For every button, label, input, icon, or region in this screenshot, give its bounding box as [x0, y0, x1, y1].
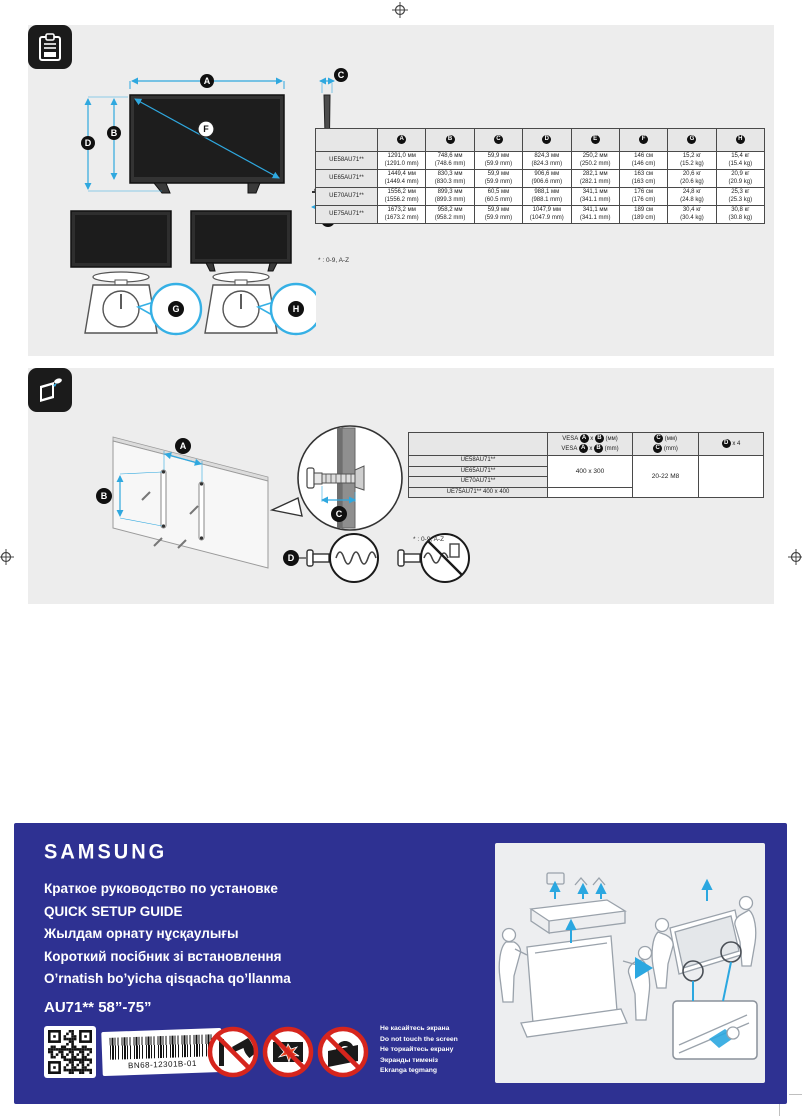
dim-col-header-C	[474, 129, 522, 152]
badge-B: B	[595, 434, 604, 443]
dim-value-cell: 24,8 кг (24.8 kg)	[668, 188, 716, 206]
dim-value-cell: 146 см (146 cm)	[619, 152, 667, 170]
screw-qty-header: D x 4	[699, 433, 764, 456]
badge-D: D	[542, 135, 551, 144]
dim-col-header-F	[619, 129, 667, 152]
dim-value-cell: 20,6 кг (20.6 kg)	[668, 170, 716, 188]
crop-mark-horizontal	[789, 1094, 802, 1095]
dim-value-cell: 59,9 мм (59.9 mm)	[474, 170, 522, 188]
svg-text:H: H	[292, 304, 300, 314]
guide-titles	[44, 878, 291, 991]
registration-mark-left	[0, 549, 14, 565]
warning-icons-row	[206, 1025, 370, 1079]
svg-text:D: D	[84, 138, 92, 148]
vesa-table	[408, 432, 764, 498]
footer-brand-section	[14, 823, 787, 1104]
vesa-empty-cell	[548, 487, 633, 498]
dim-value-cell: 15,4 кг (15.4 kg)	[716, 152, 764, 170]
screw-size-header: C (мм) C (mm)	[633, 433, 699, 456]
dim-value-cell: 15,2 кг (15.2 kg)	[668, 152, 716, 170]
dim-col-header-E	[571, 129, 619, 152]
vesa-size-header: VESA A x B (мм) VESA A x B (mm)	[548, 433, 633, 456]
title-ru: Краткое руководство по установке	[44, 881, 278, 896]
warning-uz: Ekranga tegmang	[380, 1067, 438, 1075]
dim-col-header-B	[426, 129, 474, 152]
model-cell: UE70AU71**	[316, 188, 378, 206]
samsung-logo: SAMSUNG	[44, 840, 168, 864]
svg-text:A: A	[179, 441, 187, 451]
svg-text:D: D	[287, 553, 295, 563]
dim-value-cell: 748,6 мм (748.6 mm)	[426, 152, 474, 170]
badge-C: C	[653, 444, 662, 453]
scale-with-stand	[191, 211, 316, 334]
badge-A: A	[580, 434, 589, 443]
badge-C: C	[654, 434, 663, 443]
dim-header-row	[316, 129, 765, 152]
model-cell: UE70AU71**	[409, 477, 548, 488]
dim-value-cell: 824,3 мм (824.3 mm)	[523, 152, 571, 170]
qr-code-pattern	[48, 1030, 92, 1074]
badge-C: C	[494, 135, 503, 144]
dim-value-cell: 988,1 мм (988.1 mm)	[523, 188, 571, 206]
badge-D: D	[722, 439, 731, 448]
no-grip-screen-icon	[316, 1025, 370, 1079]
barcode	[101, 1028, 222, 1076]
badge-B: B	[594, 444, 603, 453]
dim-value-cell: 282,1 мм (282.1 mm)	[571, 170, 619, 188]
dim-row	[316, 170, 765, 188]
badge-A: A	[397, 135, 406, 144]
badge-G: G	[687, 135, 696, 144]
dim-col-header-D	[523, 129, 571, 152]
barcode-label: BN68-12301B-01	[127, 1058, 197, 1070]
dim-value-cell: 341,1 мм (341.1 mm)	[571, 206, 619, 224]
model-cell: UE65AU71**	[409, 466, 548, 477]
wall-mount-icon	[36, 376, 64, 404]
dim-col-header-H	[716, 129, 764, 152]
vesa-value-cell: 400 x 300	[548, 456, 633, 488]
svg-text:A: A	[203, 76, 211, 86]
wall-mount-panel	[28, 368, 774, 604]
dimensions-table	[315, 128, 765, 224]
svg-text:B: B	[110, 128, 118, 138]
dim-value-cell: 1673,2 мм (1673.2 mm)	[378, 206, 426, 224]
badge-F: F	[639, 135, 648, 144]
weighing-scales-diagram	[66, 203, 316, 343]
warning-text-block	[380, 1024, 458, 1077]
dim-value-cell: 1556,2 мм (1556.2 mm)	[378, 188, 426, 206]
screw-with-spring	[307, 534, 378, 582]
dim-row	[316, 152, 765, 170]
dim-value-cell: 906,6 мм (906.6 mm)	[523, 170, 571, 188]
dim-table-corner	[316, 129, 378, 152]
tv-front-view	[130, 95, 284, 193]
dim-value-cell: 1291,0 мм (1291.0 mm)	[378, 152, 426, 170]
crop-mark-vertical	[779, 1103, 780, 1116]
dim-value-cell: 20,9 кг (20.9 kg)	[716, 170, 764, 188]
model-cell: UE75AU71**	[316, 206, 378, 224]
clipboard-icon	[38, 33, 62, 61]
model-cell: UE58AU71**	[409, 456, 548, 467]
dim-value-cell: 1047,9 мм (1047.9 mm)	[523, 206, 571, 224]
dim-value-cell: 59,9 мм (59.9 mm)	[474, 152, 522, 170]
dim-col-header-A	[378, 129, 426, 152]
mount-icon-tile	[28, 368, 72, 412]
dim-value-cell: 250,2 мм (250.2 mm)	[571, 152, 619, 170]
carrying-illustration-panel	[495, 843, 765, 1083]
vesa-header-row	[409, 433, 764, 456]
spec-icon-tile	[28, 25, 72, 69]
warning-uk: Не торкайтесь екрану	[380, 1046, 454, 1054]
warning-ru: Не касайтесь экрана	[380, 1025, 450, 1032]
dim-value-cell: 830,3 мм (830.3 mm)	[426, 170, 474, 188]
registration-mark-top	[392, 2, 408, 18]
no-impact-screen-icon	[261, 1025, 315, 1079]
badge-A: A	[579, 444, 588, 453]
model-range: AU71** 58”-75”	[44, 999, 152, 1016]
vesa-row	[409, 456, 764, 467]
dimensions-panel	[28, 25, 774, 356]
no-touch-screen-icon	[206, 1025, 260, 1079]
carrying-illustration	[495, 843, 765, 1083]
svg-text:F: F	[203, 124, 209, 134]
dim-value-cell: 958,2 мм (958.2 mm)	[426, 206, 474, 224]
model-cell: UE58AU71**	[316, 152, 378, 170]
title-uz: O’rnatish bo’yicha qisqacha qo’llanma	[44, 971, 291, 986]
badge-B: B	[446, 135, 455, 144]
vesa-table-corner	[409, 433, 548, 456]
dim-value-cell: 25,3 кг (25.3 kg)	[716, 188, 764, 206]
barcode-bars	[109, 1034, 214, 1060]
dim-value-cell: 899,3 мм (899.3 mm)	[426, 188, 474, 206]
model-cell: UE65AU71**	[316, 170, 378, 188]
vesa-footnote: * : 0-9, A-Z	[413, 536, 445, 543]
dim-value-cell: 59,9 мм (59.9 mm)	[474, 206, 522, 224]
badge-H: H	[736, 135, 745, 144]
svg-text:C: C	[335, 509, 343, 519]
dim-row	[316, 206, 765, 224]
dim-value-cell: 189 см (189 cm)	[619, 206, 667, 224]
scale-without-stand	[71, 211, 201, 334]
dim-value-cell: 30,8 кг (30.8 kg)	[716, 206, 764, 224]
model-cell: UE75AU71** 400 x 400	[409, 487, 548, 498]
badge-E: E	[591, 135, 600, 144]
dim-value-cell: 60,5 мм (60.5 mm)	[474, 188, 522, 206]
screw-value-cell: 20-22 M8	[633, 456, 699, 498]
dim-value-cell: 163 см (163 cm)	[619, 170, 667, 188]
dim-value-cell: 176 см (176 cm)	[619, 188, 667, 206]
title-kk: Жылдам орнату нұсқаулығы	[44, 926, 239, 941]
screw-qty-cell	[699, 456, 764, 498]
dim-value-cell: 341,1 мм (341.1 mm)	[571, 188, 619, 206]
dim-value-cell: 1449,4 мм (1449.4 mm)	[378, 170, 426, 188]
dim-col-header-G	[668, 129, 716, 152]
qr-code	[44, 1026, 96, 1078]
registration-mark-right	[788, 549, 802, 565]
dim-row	[316, 188, 765, 206]
dimensions-footnote: * : 0-9, A-Z	[318, 257, 350, 264]
svg-text:C: C	[337, 70, 345, 80]
title-en: QUICK SETUP GUIDE	[44, 903, 183, 919]
warning-en: Do not touch the screen	[380, 1035, 458, 1043]
svg-text:G: G	[172, 304, 180, 314]
title-uk: Короткий посібник зі встановлення	[44, 948, 282, 964]
svg-text:B: B	[100, 491, 108, 501]
warning-kk: Экранды тименіз	[380, 1056, 438, 1064]
dim-value-cell: 30,4 кг (30.4 kg)	[668, 206, 716, 224]
